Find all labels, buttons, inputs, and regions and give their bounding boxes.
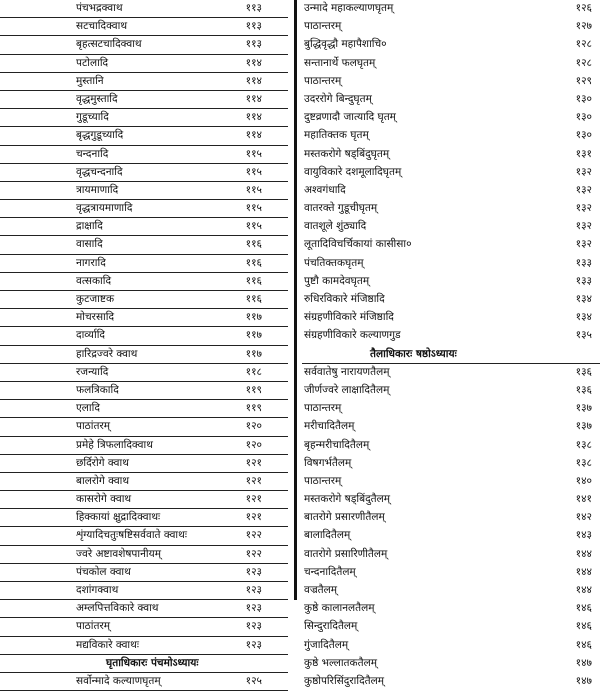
entry-page-number: ११४ [245,129,262,142]
entry-title: द्राक्षादि [76,220,103,233]
entry-page-number: ११३ [245,38,262,51]
entry-page-number: १२९ [575,74,592,87]
entry-page-number: १३८ [575,438,592,451]
entry-page-number: ११६ [245,293,262,305]
entry-page-number: १४१ [575,493,592,506]
entry-page-number: ११५ [245,165,262,178]
index-entry [0,346,288,364]
index-entry [0,0,288,18]
entry-page-number: १३७ [575,402,592,415]
entry-page-number: १२३ [245,565,262,578]
index-entry [0,491,288,509]
index-entry [0,473,288,491]
entry-title: रुधिरविकारे मंजिष्ठादि [304,293,385,305]
entry-title: उन्मादे महाकल्याणघृतम् [304,2,394,14]
entry-title: वज्रतैलम् [304,584,338,596]
index-entry [302,182,600,200]
index-entry [0,127,288,145]
index-entry [302,382,600,400]
entry-title: कुष्ठोपरिसिंदुरादितैलम् [304,674,385,687]
entry-title: वृद्धत्रायमाणादि [76,202,133,215]
entry-title: वातरक्ते गुडूचीघृतम् [304,202,378,215]
entry-title: वत्सकादि [76,274,112,287]
index-entry [302,146,600,164]
index-entry [302,36,600,54]
index-entry [302,527,600,545]
index-entry [0,618,288,636]
index-entry [302,673,600,691]
index-entry [302,437,600,455]
entry-title: पंचतिक्तकघृतम् [304,256,364,269]
entry-page-number: १४६ [575,602,592,615]
entry-page-number: ११४ [245,111,262,124]
entry-title: वृद्धचन्दनादि [76,165,123,178]
entry-title: वायुविकारे दशमूलादिघृतम् [304,165,402,178]
index-entry [0,637,288,655]
index-entry [0,327,288,345]
index-entry [302,200,600,218]
entry-page-number: ११९ [245,383,262,396]
entry-page-number: १४६ [575,638,592,651]
entry-title: घृताधिकारः पंचमोऽध्यायः [106,656,199,669]
entry-page-number: १२० [245,438,262,451]
entry-title: बृहत्सटचादिक्वाथ [76,38,142,51]
entry-page-number: १३४ [575,311,592,324]
entry-title: मस्तकरोगे षड्बिंदुतैलम् [304,493,391,506]
entry-title: कुष्ठे भल्लातकतैलम् [304,656,377,669]
index-entry [0,400,288,418]
entry-page-number: १२३ [245,584,262,596]
entry-page-number: १२० [245,420,262,433]
entry-title: संग्रहणीविकारे कल्याणगुड [304,329,401,342]
index-entry [0,582,288,600]
entry-page-number: १३२ [575,183,592,196]
entry-page-number: १४७ [575,674,592,687]
section-heading [302,346,600,364]
index-entry [0,18,288,36]
index-entry [302,455,600,473]
entry-page-number: ११६ [245,238,262,251]
entry-title: बालादितैलम् [304,529,351,542]
entry-title: बातरोगे प्रसारणीतैलम् [304,511,385,524]
entry-title: पुष्टौ कामदेवघृतम् [304,274,370,287]
entry-title: कुष्ठे कालानलतैलम् [304,602,375,615]
entry-title: हारिद्रज्वरे क्वाथ [76,347,138,360]
entry-page-number: १३६ [575,365,592,378]
entry-title: पंचकोल क्वाथ [76,565,131,578]
index-entry [302,255,600,273]
index-entry [0,509,288,527]
entry-title: तैलाधिकारः षष्ठोऽध्यायः [370,347,457,360]
index-entry [302,364,600,382]
entry-title: बालरोगे क्वाथ [76,474,130,487]
entry-title: प्रमेहे त्रिफलादिक्वाथ [76,438,153,451]
index-entry [302,655,600,673]
entry-title: वृद्धमुस्तादि [76,92,118,105]
entry-title: सन्तानार्थे फलघृतम् [304,56,376,69]
entry-title: शृंग्यादिचतुःषष्टिसर्ववाते क्वाथः [76,529,187,542]
entry-page-number: ११७ [245,347,262,360]
entry-page-number: १४४ [575,565,592,578]
index-entry [0,164,288,182]
entry-title: वासादि [76,238,103,251]
entry-page-number: १३० [575,111,592,124]
index-entry [302,618,600,636]
entry-title: पाठान्तरम् [304,474,342,487]
entry-title: ज्वरे अष्टावशेषपानीयम् [76,547,161,560]
index-entry [0,255,288,273]
index-entry [302,546,600,564]
index-entry [302,236,600,254]
entry-page-number: ११६ [245,256,262,269]
entry-title: पाठांतरम् [76,420,111,433]
entry-title: महातिक्तक घृतम् [304,129,369,142]
index-entry [0,364,288,382]
entry-page-number: ११५ [245,147,262,160]
index-entry [302,637,600,655]
entry-page-number: १४७ [575,656,592,669]
entry-title: उदररोगे बिन्दुघृतम् [304,92,372,105]
entry-page-number: ११५ [245,183,262,196]
entry-title: हिक्कायां क्षुद्रादिक्वाथः [76,511,161,524]
entry-page-number: १२६ [575,2,592,14]
entry-title: मरीचादितैलम् [304,420,355,433]
entry-page-number: १३४ [575,293,592,305]
entry-page-number: १४४ [575,547,592,560]
entry-title: चन्दनादि [76,147,109,160]
entry-title: मुस्तानि [76,74,104,87]
index-entry [302,509,600,527]
entry-page-number: १३० [575,129,592,142]
entry-page-number: ११४ [245,92,262,105]
index-entry [0,36,288,54]
entry-page-number: १३२ [575,202,592,215]
entry-page-number: १२३ [245,620,262,633]
index-entry [0,455,288,473]
index-entry [0,109,288,127]
entry-page-number: १२१ [245,511,262,524]
entry-page-number: ११७ [245,311,262,324]
index-entry [302,473,600,491]
entry-page-number: १२५ [245,674,262,687]
index-entry [302,327,600,345]
entry-title: कुटजाष्टक [76,293,115,305]
entry-title: पाठान्तरम् [304,402,342,415]
index-entry [0,182,288,200]
entry-page-number: १४३ [575,529,592,542]
index-entry [0,55,288,73]
entry-title: बुद्धिवृद्धौ महापैशाचि० [304,38,387,51]
entry-title: दशांगक्वाथ [76,584,119,596]
index-entry [302,0,600,18]
entry-page-number: १३२ [575,165,592,178]
entry-title: बृहन्मरीचादितैलम् [304,438,370,451]
entry-title: गुडूच्यादि [76,111,109,124]
entry-title: पंचभद्रक्वाथ [76,2,123,14]
entry-page-number: ११७ [245,329,262,342]
entry-page-number: १३८ [575,456,592,469]
entry-title: बृद्धगुडूच्यादि [76,129,124,142]
index-entry [0,273,288,291]
entry-title: रजन्यादि [76,365,109,378]
entry-title: पाठान्तरम् [304,74,342,87]
entry-title: मस्तकरोगे षड्बिंदुघृतम् [304,147,390,160]
entry-page-number: १३६ [575,383,592,396]
column-divider [294,0,297,600]
entry-page-number: १४० [575,474,592,487]
entry-page-number: ११६ [245,274,262,287]
entry-title: अश्वगंधादि [304,183,346,196]
index-entry [302,400,600,418]
index-entry [302,291,600,309]
entry-title: संग्रहणीविकारे मंजिष्ठादि [304,311,394,324]
index-entry [0,309,288,327]
index-entry [302,218,600,236]
entry-page-number: ११९ [245,402,262,415]
entry-page-number: १२३ [245,638,262,651]
entry-title: मद्यविकारे क्वाथः [76,638,139,651]
index-entry [0,437,288,455]
index-entry [0,146,288,164]
entry-title: पाठान्तरम् [304,20,342,33]
entry-title: फलत्रिकादि [76,383,119,396]
entry-page-number: १२२ [245,529,262,542]
entry-page-number: १३२ [575,220,592,233]
index-entry [302,91,600,109]
entry-title: पाठांतरम् [76,620,111,633]
entry-page-number: १४४ [575,584,592,596]
index-entry [302,564,600,582]
entry-title: वातरोगे प्रसारिणीतैलम् [304,547,388,560]
entry-page-number: १२३ [245,602,262,615]
index-entry [302,73,600,91]
index-entry [302,55,600,73]
entry-title: दार्व्यादि [76,329,105,342]
entry-page-number: १३३ [575,274,592,287]
entry-title: कासरोगे क्वाथ [76,493,132,506]
entry-page-number: १३१ [575,147,592,160]
entry-title: गुंजादितैलम् [304,638,349,651]
entry-title: सटचादिक्वाथ [76,20,128,33]
entry-page-number: १३७ [575,420,592,433]
entry-title: त्रायमाणादि [76,183,119,196]
entry-page-number: १३५ [575,329,592,342]
entry-title: दुष्टव्रणादौ जात्यादि घृतम् [304,111,396,124]
entry-page-number: १२२ [245,547,262,560]
entry-page-number: ११३ [245,20,262,33]
entry-page-number: ११८ [245,365,262,378]
entry-page-number: १३२ [575,238,592,251]
entry-title: नागरादि [76,256,106,269]
entry-title: सर्ववातेषु नारायणतैलम् [304,365,390,378]
index-entry [0,673,288,691]
index-entry [0,218,288,236]
entry-page-number: ११५ [245,202,262,215]
entry-title: अम्लपित्तविकारे क्वाथ [76,602,159,615]
entry-page-number: ११४ [245,56,262,69]
index-entry [0,527,288,545]
right-index-column [302,0,600,691]
entry-page-number: १२८ [575,56,592,69]
entry-title: मोचरसादि [76,311,115,324]
entry-page-number: १२१ [245,493,262,506]
index-entry [0,564,288,582]
index-entry [0,91,288,109]
entry-page-number: १२७ [575,20,592,33]
index-entry [302,309,600,327]
entry-title: विषगर्भतैलम् [304,456,352,469]
index-entry [0,73,288,91]
entry-title: पटोलादि [76,56,109,69]
entry-page-number: ११३ [245,2,262,14]
entry-title: एलादि [76,402,100,415]
index-entry [0,418,288,436]
index-entry [302,127,600,145]
section-heading [0,655,288,673]
entry-page-number: १३० [575,92,592,105]
entry-page-number: ११५ [245,220,262,233]
entry-page-number: १२१ [245,456,262,469]
entry-page-number: १२१ [245,474,262,487]
entry-title: चन्दनादितैलम् [304,565,356,578]
index-entry [302,164,600,182]
entry-page-number: १२८ [575,38,592,51]
entry-title: सिन्दुरादितैलम् [304,620,358,633]
index-entry [0,291,288,309]
index-entry [0,236,288,254]
index-entry [302,600,600,618]
index-entry [0,200,288,218]
entry-page-number: ११४ [245,74,262,87]
index-entry [302,582,600,600]
entry-title: सर्वोन्मादे कल्याणघृतम् [76,674,161,687]
entry-title: छर्दिरोगे क्वाथ [76,456,129,469]
entry-title: जीर्णज्वरे लाक्षादितैलम् [304,383,390,396]
index-entry [302,273,600,291]
index-entry [0,382,288,400]
left-index-column [0,0,288,691]
index-entry [302,18,600,36]
index-entry [302,109,600,127]
entry-page-number: १३३ [575,256,592,269]
index-entry [0,600,288,618]
index-entry [0,546,288,564]
entry-page-number: १४६ [575,620,592,633]
entry-title: लूतादिविचर्चिकायां कासीसा० [304,238,412,251]
entry-title: वातशूले शुंठ्यादि [304,220,367,233]
entry-page-number: १४२ [575,511,592,524]
index-entry [302,418,600,436]
index-entry [302,491,600,509]
